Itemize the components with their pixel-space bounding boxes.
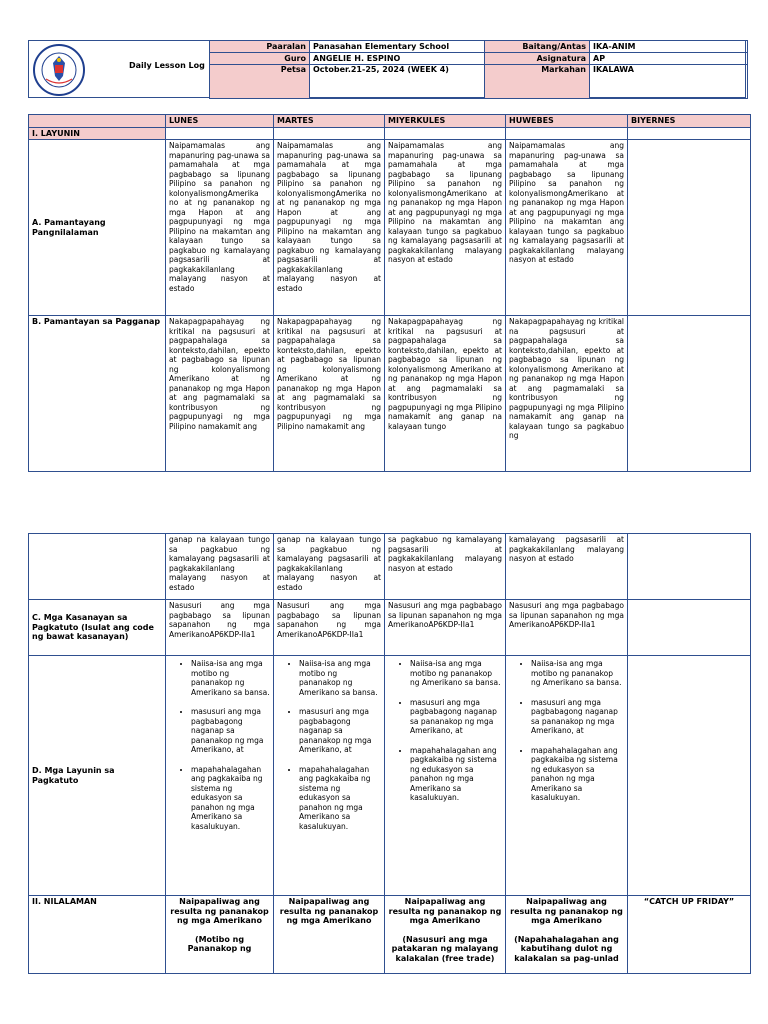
objectives-list	[175, 659, 270, 831]
header	[28, 40, 746, 98]
header-fields	[209, 40, 748, 99]
cell-text	[628, 600, 751, 656]
cell-text: ganap na kalayaan tungo sa pagkabuo ng kamalayang pagsasarili at pagkakakilanlang malayang nasyon at estado	[166, 534, 274, 600]
deped-seal-icon	[32, 43, 86, 97]
objectives-list	[394, 659, 502, 803]
list-item: • masusuri ang mga pagbabagong naganap sa pananakop ng mga Amerikano, at	[191, 707, 270, 755]
cell-text	[628, 534, 751, 600]
day-martes: MARTES	[274, 115, 385, 128]
list-item: • mapahahalagahan ang pagkakaiba ng sistema ng edukasyon sa panahon ng mga Amerikano sa kasalukuyan.	[191, 765, 270, 832]
day-huwebes: HUWEBES	[506, 115, 628, 128]
list-item: • masusuri ang mga pagbabagong naganap sa pananakop ng mga Amerikano, at	[299, 707, 381, 755]
section-nilalaman: II. NILALAMAN	[29, 896, 166, 974]
cell-text: (Motibo ng Pananakop ng	[187, 934, 252, 953]
row-label: D. Mga Layunin sa Pagkatuto	[29, 656, 166, 896]
cell-text: Nakapagpapahayag ng kritikal na pagsusuri at pagpapahalaga sa konteksto,dahilan, epekto at pagbabago sa lipunan ng kolonyalismong Amerikano at ng pananakop ng mga Hapon at ang pagmamalaki sa kontribusyon ng pagpupunyagi ng mga Pilipino namakamit ang	[274, 316, 385, 472]
objectives-list	[515, 659, 624, 803]
cell-text: (Nasusuri ang mga patakaran ng malayang kalakalan (free trade)	[391, 934, 499, 963]
row-pamantayan-sa-pagganap	[29, 316, 751, 472]
row-label: A. Pamantayang Pangnilalaman	[29, 140, 166, 316]
cell-text: Nasusuri ang mga pagbabago sa lipunan sapanahon ng mga AmerikanoAP6KDP-IIa1	[166, 600, 274, 656]
list-item: • mapahahalagahan ang pagkakaiba ng sistema ng edukasyon sa panahon ng mga Amerikano sa kasalukuyan.	[299, 765, 381, 832]
cell-text: Naipapaliwag ang resulta ng pananakop ng mga Amerikano	[279, 897, 379, 925]
row-pamantayan-sa-pagganap-cont	[29, 534, 751, 600]
day-lunes: LUNES	[166, 115, 274, 128]
cell-text: Naipapaliwag ang resulta ng pananakop ng mga Amerikano	[388, 897, 502, 925]
list-item: • mapahahalagahan ang pagkakaiba ng sistema ng edukasyon sa panahon ng mga Amerikano sa kasalukuyan.	[410, 746, 502, 803]
list-item: • masusuri ang mga pagbabagong naganap sa pananakop ng mga Amerikano, at	[531, 698, 624, 736]
header-row-guro: Guro ANGELIE H. ESPINO Asignatura AP	[210, 53, 748, 65]
header-row-petsa: Petsa October.21-25, 2024 (WEEK 4) Markahan IKALAWA	[210, 65, 748, 99]
list-item: • masusuri ang mga pagbabagong naganap sa pananakop ng mga Amerikano, at	[410, 698, 502, 736]
section-layunin-row	[29, 127, 751, 140]
cell-text: Naipapaliwag ang resulta ng pananakop ng mga Amerikano	[510, 897, 623, 925]
day-miyerkules: MIYERKULES	[385, 115, 506, 128]
cell-text: Nakapagpapahayag ng kritikal na pagsusuri at pagpapahalaga sa konteksto,dahilan, epekto at pagbabago sa lipunan ng kolonyalismong Amerikano at ng pananakop ng mga Hapon at ang pagmamalaki sa kontribusyon ng pagpupunyagi ng mga Pilipino namakamit ang	[166, 316, 274, 472]
list-item: • mapahahalagahan ang pagkakaiba ng sistema ng edukasyon sa panahon ng mga Amerikano sa kasalukuyan.	[531, 746, 624, 803]
cell-text: Naipapaliwag ang resulta ng pananakop ng mga Amerikano	[170, 897, 269, 925]
section-layunin: I. LAYUNIN	[29, 127, 166, 140]
cell-text: kamalayang pagsasarili at pagkakakilanlang malayang nasyon at estado	[506, 534, 628, 600]
cell-text	[628, 316, 751, 472]
row-mga-layunin	[29, 656, 751, 896]
row-label: C. Mga Kasanayan sa Pagkatuto (Isulat ang code ng bawat kasanayan)	[29, 600, 166, 656]
lesson-table-page-1	[28, 114, 751, 472]
row-label: B. Pamantayan sa Pagganap	[29, 316, 166, 472]
cell-text: Nakapagpapahayag ng kritikal na pagsusuri at pagpapahalaga sa konteksto,dahilan, epekto at pagbabago sa lipunan ng kolonyalismong Amerikano at ng pananakop ng mga Hapon at ang pagmamalaki sa kontribusyon ng pagpupunyagi ng mga Pilipino namakamit ang ganap na kalayaan tungo	[385, 316, 506, 472]
objectives-list	[283, 659, 381, 831]
list-item: • Naiisa-isa ang mga motibo ng pananakop ng Amerikano sa bansa.	[410, 659, 502, 688]
lesson-table-page-2	[28, 533, 751, 974]
list-item: • Naiisa-isa ang mga motibo ng pananakop ng Amerikano sa bansa.	[531, 659, 624, 688]
row-pamantayang-pangnilalaman	[29, 140, 751, 316]
cell-text: Naipamamalas ang mapanuring pag-unawa sa pamamahala at mga pagbabago sa lipunang Pilipino sa panahon ng kolonyalismongAmerika no at ng pananakop ng mga Hapon at ang pagpupunyagi ng mga Pilipino na makamtan ang kalayaan tungo sa pagkabuo ng kamalayang pagsasarili at pagkakakilanlang malayang nasyon at estado	[274, 140, 385, 316]
cell-text: ganap na kalayaan tungo sa pagkabuo ng kamalayang pagsasarili at pagkakakilanlang malayang nasyon at estado	[274, 534, 385, 600]
document-title: Daily Lesson Log	[129, 61, 205, 70]
cell-text: Nakapagpapahayag ng kritikal na pagsusuri at pagpapahalaga sa konteksto,dahilan, epekto at pagbabago sa lipunan ng kolonyalismong Amerikano at ng pananakop ng mga Hapon at ang pagmamalaki sa kontribusyon ng pagpupunyagi ng mga Pilipino namakamit ang ganap na kalayaan tungo sa pagkabuo ng	[506, 316, 628, 472]
header-row-paaralan: Paaralan Panasahan Elementary School Baitang/Antas IKA-ANIM	[210, 41, 748, 53]
catch-up-friday-label: “CATCH UP FRIDAY”	[643, 897, 735, 906]
row-nilalaman	[29, 896, 751, 974]
cell-text	[628, 140, 751, 316]
row-mga-kasanayan	[29, 600, 751, 656]
list-item: • Naiisa-isa ang mga motibo ng pananakop ng Amerikano sa bansa.	[299, 659, 381, 697]
cell-text: Nasusuri ang mga pagbabago sa lipunan sapanahon ng mga AmerikanoAP6KDP-IIa1	[506, 600, 628, 656]
cell-text: Nasusuri ang mga pagbabago sa lipunan sapanahon ng mga AmerikanoAP6KDP-IIa1	[385, 600, 506, 656]
cell-text: Naipamamalas ang mapanuring pag-unawa sa pamamahala at mga pagbabago sa lipunang Pilipino sa panahon ng kolonyalismongAmerikano at ng pananakop ng mga Hapon at ang pagpupunyagi ng mga Pilipino na makamtan ang kalayaan tungo sa pagkabuo ng kamalayang pagsasarili at pagkakakilanlang malayang nasyon at estado	[385, 140, 506, 316]
cell-text: Naipamamalas ang mapanuring pag-unawa sa pamamahala at mga pagbabago sa lipunang Pilipino sa panahon ng kolonyalismongAmerika no at ng pananakop ng mga Hapon at ang pagpupunyagi ng mga Pilipino na makamtan ang kalayaan tungo sa pagkabuo ng kamalayang pagsasarili at pagkakakilanlang malayang nasyon at estado	[166, 140, 274, 316]
cell-text: sa pagkabuo ng kamalayang pagsasarili at pagkakakilanlang malayang nasyon at estado	[385, 534, 506, 600]
cell-text: (Napahahalagahan ang kabutihang dulot ng kalakalan sa pag-unlad	[514, 934, 619, 963]
cell-text: Naipamamalas ang mapanuring pag-unawa sa pamamahala at mga pagbabago sa lipunang Pilipino sa panahon ng kolonyalismongAmerikano at ng pananakop ng mga Hapon at ang pagpupunyagi ng mga Pilipino na makamtan ang kalayaan tungo sa pagkabuo ng kamalayang pagsasarili at pagkakakilanlang malayang nasyon at estado	[506, 140, 628, 316]
cell-text: Nasusuri ang mga pagbabago sa lipunan sapanahon ng mga AmerikanoAP6KDP-IIa1	[274, 600, 385, 656]
day-biyernes: BIYERNES	[628, 115, 751, 128]
list-item: • Naiisa-isa ang mga motibo ng pananakop ng Amerikano sa bansa.	[191, 659, 270, 697]
day-header-row	[29, 115, 751, 128]
